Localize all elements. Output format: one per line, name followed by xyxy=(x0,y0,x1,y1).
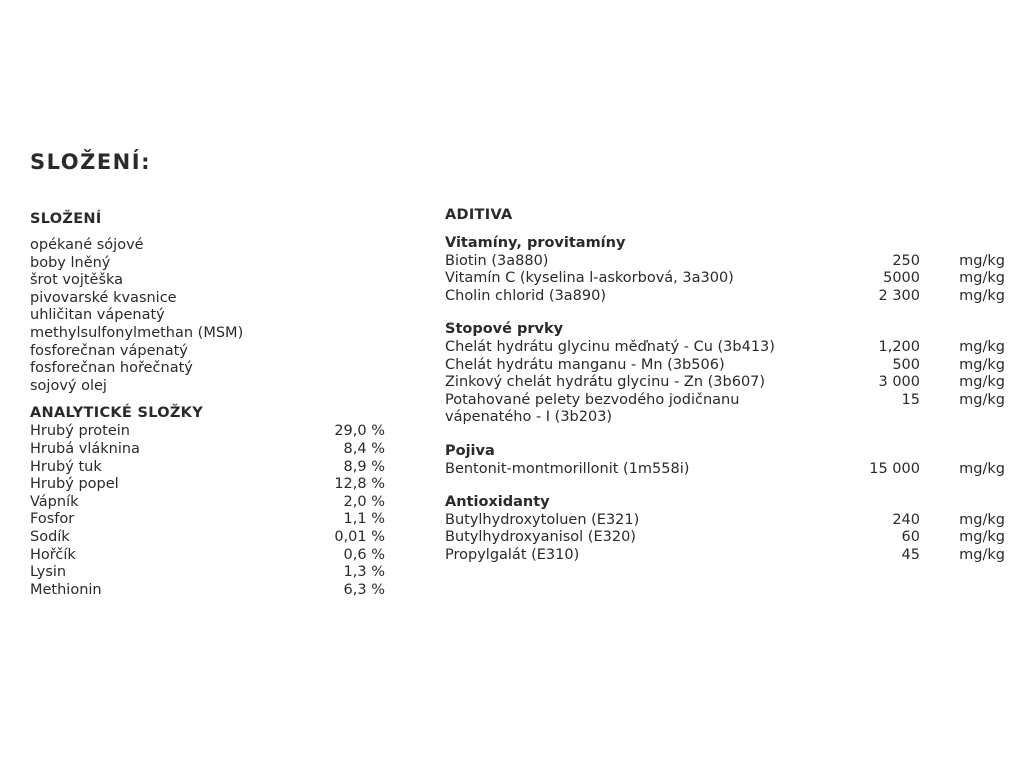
page-title: SLOŽENÍ: xyxy=(30,150,151,174)
additive-name: Butylhydroxytoluen (E321) xyxy=(445,511,640,528)
analytical-row xyxy=(30,511,385,529)
ingredients-section xyxy=(30,211,385,395)
additive-name: Propylgalát (E310) xyxy=(445,546,580,563)
additive-name: Bentonit-montmorillonit (1m558i) xyxy=(445,460,690,477)
ingredient-line: boby lněný xyxy=(30,254,111,271)
analytical-section xyxy=(30,405,385,599)
additive-unit: mg/kg xyxy=(959,511,1005,528)
analytical-value: 8,9 % xyxy=(343,458,385,475)
additive-unit: mg/kg xyxy=(959,391,1005,408)
additive-row xyxy=(445,529,1010,547)
additive-row xyxy=(445,392,1010,410)
additive-unit: mg/kg xyxy=(959,356,1005,373)
analytical-row xyxy=(30,547,385,565)
analytical-value: 8,4 % xyxy=(343,440,385,457)
right-column xyxy=(445,207,1010,581)
additive-unit: mg/kg xyxy=(959,529,1005,546)
additive-value: 500 xyxy=(892,356,920,373)
analytical-row xyxy=(30,423,385,441)
additive-value: 1,200 xyxy=(878,338,920,355)
additive-value: 60 xyxy=(901,529,920,546)
trace-elements-group xyxy=(445,321,1010,427)
vitamins-group xyxy=(445,235,1010,305)
analytical-title: ANALYTICKÉ SLOŽKY xyxy=(30,405,204,422)
additive-name: Chelát hydrátu glycinu měďnatý - Cu (3b413) xyxy=(445,338,775,355)
additive-unit: mg/kg xyxy=(959,546,1005,563)
analytical-name: Fosfor xyxy=(30,511,75,528)
analytical-name: Vápník xyxy=(30,493,79,510)
analytical-name: Hrubý tuk xyxy=(30,458,102,475)
binders-group xyxy=(445,443,1010,478)
ingredient-line: fosforečnan hořečnatý xyxy=(30,360,193,377)
additive-unit: mg/kg xyxy=(959,338,1005,355)
analytical-value: 2,0 % xyxy=(343,493,385,510)
ingredients-title: SLOŽENÍ xyxy=(30,211,102,227)
left-column xyxy=(30,211,385,599)
analytical-value: 1,1 % xyxy=(343,511,385,528)
additive-value: 2 300 xyxy=(878,287,920,304)
additive-value: 250 xyxy=(892,252,920,269)
additive-name: Vitamín C (kyselina l-askorbová, 3a300) xyxy=(445,270,734,287)
analytical-name: Hrubý protein xyxy=(30,423,130,440)
analytical-name: Sodík xyxy=(30,528,70,545)
ingredient-line: uhličitan vápenatý xyxy=(30,307,165,324)
additive-row xyxy=(445,512,1010,530)
additive-row xyxy=(445,339,1010,357)
analytical-name: Hrubá vláknina xyxy=(30,440,140,457)
antioxidants-group xyxy=(445,494,1010,564)
group-title: Stopové prvky xyxy=(445,321,564,338)
analytical-value: 0,01 % xyxy=(334,528,385,545)
additive-unit: mg/kg xyxy=(959,460,1005,477)
group-title: Vitamíny, provitamíny xyxy=(445,235,626,251)
analytical-row xyxy=(30,459,385,477)
analytical-row xyxy=(30,476,385,494)
analytical-row xyxy=(30,529,385,547)
additive-row xyxy=(445,374,1010,392)
additive-row xyxy=(445,547,1010,565)
aditiva-title: ADITIVA xyxy=(445,207,513,223)
group-title: Pojiva xyxy=(445,442,495,459)
analytical-value: 12,8 % xyxy=(334,476,385,493)
additive-row xyxy=(445,357,1010,375)
additive-unit: mg/kg xyxy=(959,374,1005,391)
additive-name: Biotin (3a880) xyxy=(445,252,549,269)
analytical-name: Hrubý popel xyxy=(30,476,119,493)
analytical-row xyxy=(30,441,385,459)
analytical-row xyxy=(30,564,385,582)
additive-name: Zinkový chelát hydrátu glycinu - Zn (3b607) xyxy=(445,374,766,391)
ingredient-line: sojový olej xyxy=(30,377,107,394)
ingredient-line: šrot vojtěška xyxy=(30,272,124,289)
additive-unit: mg/kg xyxy=(959,252,1005,269)
analytical-value: 6,3 % xyxy=(343,581,385,598)
additive-row xyxy=(445,253,1010,271)
additive-value: 5000 xyxy=(883,270,920,287)
ingredients-list xyxy=(30,237,385,395)
analytical-table xyxy=(30,423,385,599)
ingredient-line: fosforečnan vápenatý xyxy=(30,342,188,359)
additive-unit: mg/kg xyxy=(959,287,1005,304)
additive-row xyxy=(445,461,1010,479)
additive-value: 3 000 xyxy=(878,374,920,391)
additive-name: Cholin chlorid (3a890) xyxy=(445,287,607,304)
analytical-name: Lysin xyxy=(30,564,67,581)
additive-row xyxy=(445,409,1010,427)
ingredient-line: opékané sójové xyxy=(30,237,144,253)
additive-name: Chelát hydrátu manganu - Mn (3b506) xyxy=(445,356,725,373)
additive-row xyxy=(445,270,1010,288)
additive-value xyxy=(863,409,920,427)
analytical-name: Hořčík xyxy=(30,546,76,563)
additive-name: Butylhydroxyanisol (E320) xyxy=(445,529,636,546)
analytical-value: 0,6 % xyxy=(343,546,385,563)
analytical-value: 1,3 % xyxy=(343,564,385,581)
additive-name: Potahované pelety bezvodého jodičnanu xyxy=(445,391,740,408)
analytical-row xyxy=(30,494,385,512)
additive-unit xyxy=(920,409,1005,427)
group-title: Antioxidanty xyxy=(445,494,550,511)
additive-value: 15 xyxy=(901,391,920,408)
additive-row xyxy=(445,288,1010,306)
additive-value: 240 xyxy=(892,511,920,528)
additive-unit: mg/kg xyxy=(959,270,1005,287)
analytical-value: 29,0 % xyxy=(334,423,385,440)
analytical-name: Methionin xyxy=(30,581,102,598)
ingredient-line: methylsulfonylmethan (MSM) xyxy=(30,324,244,341)
additive-name: vápenatého - I (3b203) xyxy=(445,409,613,426)
additive-value: 45 xyxy=(901,546,920,563)
analytical-row xyxy=(30,582,385,600)
ingredient-line: pivovarské kvasnice xyxy=(30,289,177,306)
additive-value: 15 000 xyxy=(869,460,920,477)
